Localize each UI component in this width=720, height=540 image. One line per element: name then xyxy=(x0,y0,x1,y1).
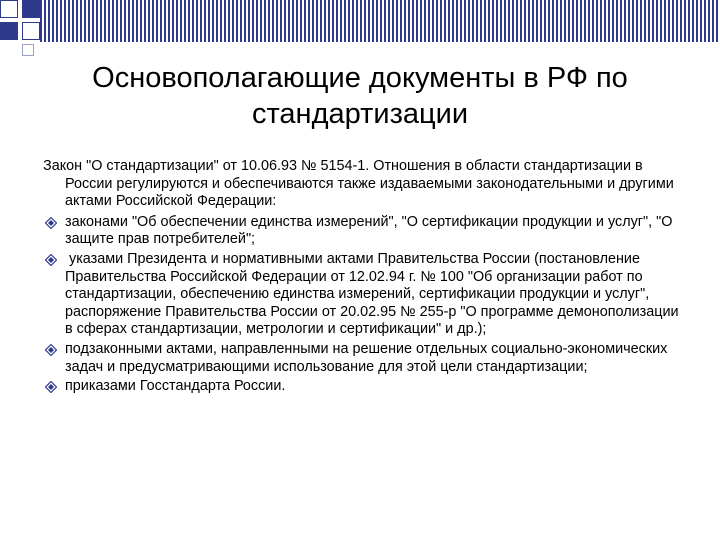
diamond-bullet-icon xyxy=(45,217,57,229)
striped-header-bar xyxy=(40,0,720,42)
list-item xyxy=(43,214,683,249)
intro-paragraph: Закон "О стандартизации" от 10.06.93 № 5154-1. Отношения в области стандартизации в России регулируются и обеспечиваются также издаваемыми законодательными и другими актами Российской Федерации: xyxy=(43,158,674,210)
list-item xyxy=(43,378,683,396)
list-item xyxy=(43,341,683,376)
diamond-bullet-icon xyxy=(45,254,57,266)
decorative-square xyxy=(22,0,40,18)
bullet-text: подзаконными актами, направленными на решение отдельных социально-экономических задач и предусматривающими использование для этой цели стандартизации; xyxy=(65,340,668,375)
diamond-bullet-icon xyxy=(45,381,57,393)
list-item xyxy=(43,251,683,339)
bullet-text: указами Президента и нормативными актами Правительства России (постановление Правительства Российской Федерации от 12.02.94 г. № 100 "Об организации работ по стандартизации, обеспечению единства измерений, сертификации продукции и услуг", распоряжение Правительства России от 20.02.95 № 255-р "О программе демонополизации в сферах стандартизации, метрологии и сертификации" и др.); xyxy=(65,250,683,338)
slide-title: Основополагающие документы в РФ по стандартизации xyxy=(92,62,628,130)
bullet-text: приказами Госстандарта России. xyxy=(65,378,286,395)
decorative-square xyxy=(22,44,34,56)
decorative-square xyxy=(22,22,40,40)
bullet-list xyxy=(43,214,683,396)
slide-body xyxy=(43,158,683,398)
decorative-square xyxy=(0,22,18,40)
diamond-bullet-icon xyxy=(45,344,57,356)
header-decoration xyxy=(0,0,720,42)
bullet-text: законами "Об обеспечении единства измерений", "О сертификации продукции и услуг", "О защите прав потребителей"; xyxy=(65,213,673,248)
decorative-square xyxy=(0,0,18,18)
